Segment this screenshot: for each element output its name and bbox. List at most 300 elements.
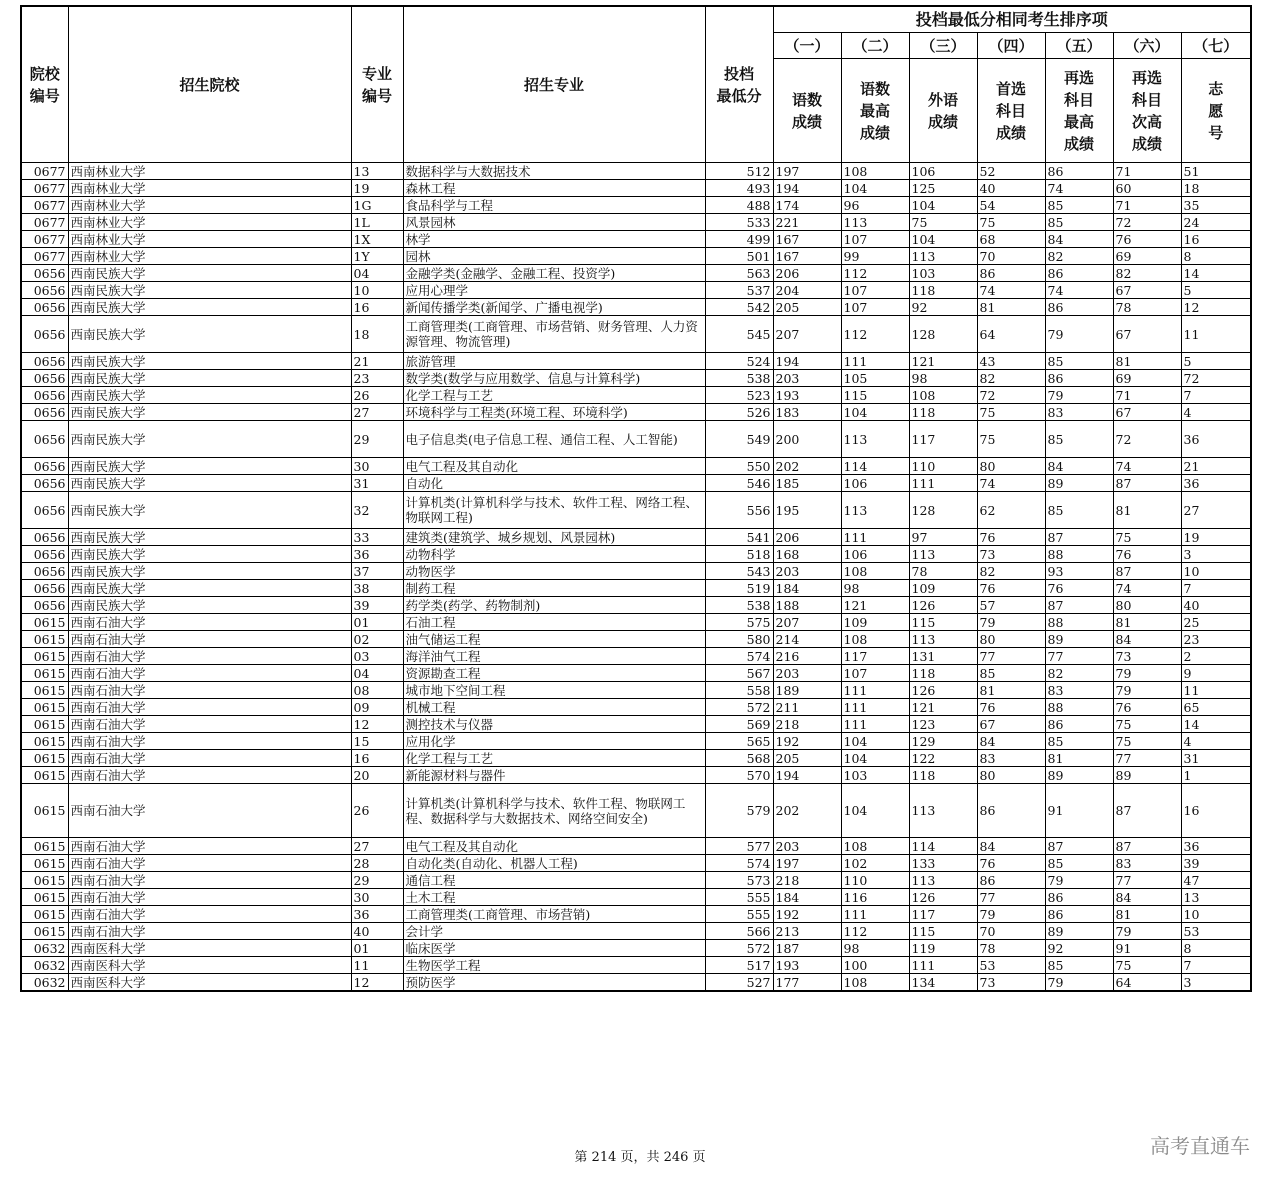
cell-item-3: 78 [909,563,977,580]
cell-item-5: 82 [1045,665,1113,682]
cell-item-7: 36 [1181,421,1251,458]
cell-item-4: 79 [977,906,1045,923]
cell-item-4: 85 [977,665,1045,682]
header-major-name: 招生专业 [403,6,705,163]
cell-school-code: 0632 [21,940,68,957]
cell-major-code: 11 [351,957,403,974]
table-row [21,855,1251,872]
table-row [21,580,1251,597]
cell-item-7: 9 [1181,665,1251,682]
table-row [21,492,1251,529]
cell-item-1: 200 [773,421,841,458]
cell-item-4: 86 [977,265,1045,282]
cell-item-5: 87 [1045,597,1113,614]
cell-school-name: 西南民族大学 [68,421,351,458]
header-item-label-5: 再选 科目 最高 成绩 [1045,59,1113,163]
cell-item-2: 107 [841,282,909,299]
cell-item-4: 73 [977,974,1045,992]
cell-item-1: 192 [773,906,841,923]
cell-min-score: 545 [705,316,773,353]
cell-item-1: 197 [773,163,841,180]
cell-item-6: 84 [1113,889,1181,906]
cell-item-7: 12 [1181,299,1251,316]
cell-item-5: 76 [1045,580,1113,597]
table-row [21,370,1251,387]
cell-school-code: 0677 [21,180,68,197]
table-row [21,197,1251,214]
cell-item-6: 72 [1113,421,1181,458]
cell-school-code: 0656 [21,529,68,546]
cell-item-4: 75 [977,421,1045,458]
cell-min-score: 543 [705,563,773,580]
cell-item-1: 202 [773,784,841,838]
cell-item-6: 87 [1113,838,1181,855]
cell-school-name: 西南民族大学 [68,316,351,353]
cell-item-6: 80 [1113,597,1181,614]
cell-item-1: 193 [773,387,841,404]
cell-item-4: 64 [977,316,1045,353]
cell-major-name: 机械工程 [403,699,705,716]
cell-item-5: 79 [1045,387,1113,404]
cell-min-score: 580 [705,631,773,648]
cell-major-code: 08 [351,682,403,699]
cell-item-1: 207 [773,316,841,353]
cell-item-6: 87 [1113,563,1181,580]
cell-item-5: 89 [1045,767,1113,784]
cell-school-code: 0656 [21,546,68,563]
cell-item-2: 112 [841,316,909,353]
cell-school-name: 西南民族大学 [68,492,351,529]
cell-school-name: 西南民族大学 [68,370,351,387]
table-row [21,733,1251,750]
cell-major-code: 02 [351,631,403,648]
cell-school-name: 西南民族大学 [68,404,351,421]
cell-item-3: 126 [909,682,977,699]
cell-item-7: 5 [1181,282,1251,299]
cell-school-code: 0615 [21,665,68,682]
cell-item-7: 11 [1181,316,1251,353]
cell-item-3: 121 [909,699,977,716]
cell-item-1: 211 [773,699,841,716]
header-item-label-1: 语数 成绩 [773,59,841,163]
cell-item-3: 126 [909,889,977,906]
cell-school-name: 西南民族大学 [68,546,351,563]
cell-item-2: 111 [841,716,909,733]
cell-school-code: 0615 [21,906,68,923]
cell-school-code: 0656 [21,580,68,597]
cell-item-1: 221 [773,214,841,231]
cell-school-code: 0615 [21,872,68,889]
cell-item-2: 121 [841,597,909,614]
cell-major-code: 1L [351,214,403,231]
cell-item-5: 87 [1045,838,1113,855]
table-row [21,404,1251,421]
cell-item-4: 67 [977,716,1045,733]
cell-item-5: 88 [1045,699,1113,716]
cell-item-6: 64 [1113,974,1181,992]
cell-item-7: 65 [1181,699,1251,716]
table-row [21,180,1251,197]
cell-item-6: 87 [1113,475,1181,492]
cell-item-6: 89 [1113,767,1181,784]
cell-school-name: 西南医科大学 [68,974,351,992]
cell-major-code: 29 [351,421,403,458]
cell-min-score: 565 [705,733,773,750]
cell-major-code: 31 [351,475,403,492]
cell-major-code: 26 [351,387,403,404]
cell-item-4: 70 [977,923,1045,940]
cell-item-3: 129 [909,733,977,750]
cell-item-2: 111 [841,699,909,716]
cell-item-4: 74 [977,282,1045,299]
cell-item-5: 81 [1045,750,1113,767]
cell-item-1: 214 [773,631,841,648]
table-row [21,699,1251,716]
cell-item-4: 73 [977,546,1045,563]
cell-item-3: 117 [909,906,977,923]
table-row [21,214,1251,231]
table-row [21,353,1251,370]
cell-school-code: 0677 [21,214,68,231]
cell-item-6: 71 [1113,197,1181,214]
table-row [21,767,1251,784]
cell-min-score: 550 [705,458,773,475]
cell-item-1: 203 [773,370,841,387]
cell-item-7: 35 [1181,197,1251,214]
cell-item-2: 111 [841,682,909,699]
cell-item-7: 23 [1181,631,1251,648]
cell-item-5: 86 [1045,163,1113,180]
cell-item-3: 115 [909,614,977,631]
cell-item-2: 106 [841,546,909,563]
table-row [21,940,1251,957]
cell-min-score: 568 [705,750,773,767]
cell-item-3: 128 [909,316,977,353]
cell-item-3: 118 [909,665,977,682]
cell-major-name: 建筑类(建筑学、城乡规划、风景园林) [403,529,705,546]
cell-item-3: 113 [909,248,977,265]
cell-school-name: 西南石油大学 [68,750,351,767]
cell-item-6: 81 [1113,353,1181,370]
cell-item-5: 87 [1045,529,1113,546]
cell-item-4: 80 [977,631,1045,648]
cell-item-1: 218 [773,716,841,733]
header-school-code: 院校 编号 [21,6,68,163]
cell-major-name: 城市地下空间工程 [403,682,705,699]
cell-item-4: 79 [977,614,1045,631]
cell-school-name: 西南民族大学 [68,265,351,282]
cell-major-code: 1Y [351,248,403,265]
cell-school-name: 西南林业大学 [68,197,351,214]
cell-school-code: 0656 [21,421,68,458]
cell-item-2: 115 [841,387,909,404]
cell-school-name: 西南医科大学 [68,940,351,957]
cell-major-code: 12 [351,974,403,992]
cell-major-name: 自动化类(自动化、机器人工程) [403,855,705,872]
cell-item-5: 85 [1045,957,1113,974]
cell-item-6: 69 [1113,370,1181,387]
cell-item-1: 185 [773,475,841,492]
cell-major-code: 12 [351,716,403,733]
table-row [21,682,1251,699]
cell-min-score: 570 [705,767,773,784]
cell-item-1: 203 [773,838,841,855]
cell-school-code: 0656 [21,265,68,282]
header-item-num-7: （七） [1181,33,1251,59]
cell-major-name: 石油工程 [403,614,705,631]
cell-major-code: 20 [351,767,403,784]
cell-min-score: 488 [705,197,773,214]
cell-major-code: 30 [351,458,403,475]
cell-major-code: 36 [351,906,403,923]
cell-school-code: 0677 [21,231,68,248]
cell-item-7: 4 [1181,733,1251,750]
cell-item-4: 54 [977,197,1045,214]
cell-item-3: 104 [909,197,977,214]
header-item-label-6: 再选 科目 次高 成绩 [1113,59,1181,163]
cell-item-2: 108 [841,974,909,992]
cell-item-7: 10 [1181,906,1251,923]
cell-major-code: 01 [351,614,403,631]
table-row [21,784,1251,838]
cell-item-1: 206 [773,529,841,546]
header-major-code: 专业 编号 [351,6,403,163]
cell-item-4: 40 [977,180,1045,197]
cell-item-1: 203 [773,665,841,682]
cell-item-6: 79 [1113,682,1181,699]
cell-school-name: 西南林业大学 [68,180,351,197]
table-row [21,299,1251,316]
cell-min-score: 538 [705,597,773,614]
cell-major-name: 通信工程 [403,872,705,889]
cell-item-7: 14 [1181,265,1251,282]
cell-item-5: 79 [1045,974,1113,992]
cell-min-score: 524 [705,353,773,370]
cell-item-2: 102 [841,855,909,872]
cell-min-score: 517 [705,957,773,974]
cell-major-name: 电气工程及其自动化 [403,838,705,855]
cell-item-2: 111 [841,353,909,370]
cell-item-4: 84 [977,733,1045,750]
cell-school-name: 西南石油大学 [68,614,351,631]
cell-item-4: 82 [977,370,1045,387]
cell-item-6: 74 [1113,580,1181,597]
cell-school-code: 0615 [21,923,68,940]
cell-item-6: 81 [1113,614,1181,631]
cell-school-name: 西南林业大学 [68,248,351,265]
cell-item-5: 91 [1045,784,1113,838]
cell-item-4: 76 [977,529,1045,546]
cell-item-3: 128 [909,492,977,529]
cell-min-score: 518 [705,546,773,563]
cell-major-code: 30 [351,889,403,906]
cell-item-4: 80 [977,767,1045,784]
cell-school-name: 西南石油大学 [68,631,351,648]
cell-school-code: 0677 [21,248,68,265]
table-row [21,529,1251,546]
cell-major-name: 自动化 [403,475,705,492]
cell-item-1: 167 [773,231,841,248]
cell-item-6: 74 [1113,458,1181,475]
header-min-score: 投档 最低分 [705,6,773,163]
cell-item-1: 183 [773,404,841,421]
cell-item-7: 40 [1181,597,1251,614]
table-row [21,957,1251,974]
cell-major-code: 29 [351,872,403,889]
cell-major-name: 预防医学 [403,974,705,992]
cell-item-3: 104 [909,231,977,248]
cell-item-2: 113 [841,492,909,529]
cell-major-code: 27 [351,838,403,855]
cell-item-5: 89 [1045,923,1113,940]
cell-item-1: 187 [773,940,841,957]
cell-item-5: 86 [1045,265,1113,282]
cell-item-4: 52 [977,163,1045,180]
cell-item-6: 75 [1113,957,1181,974]
cell-item-7: 16 [1181,784,1251,838]
cell-school-name: 西南医科大学 [68,957,351,974]
cell-item-7: 36 [1181,838,1251,855]
cell-min-score: 566 [705,923,773,940]
table-row [21,614,1251,631]
cell-item-4: 53 [977,957,1045,974]
cell-item-7: 7 [1181,580,1251,597]
cell-item-1: 184 [773,580,841,597]
cell-min-score: 572 [705,940,773,957]
cell-item-7: 8 [1181,248,1251,265]
cell-major-name: 工商管理类(工商管理、市场营销、财务管理、人力资源管理、物流管理) [403,316,705,353]
cell-item-5: 84 [1045,458,1113,475]
cell-item-7: 21 [1181,458,1251,475]
cell-item-5: 83 [1045,404,1113,421]
table-body [21,163,1251,992]
cell-school-name: 西南民族大学 [68,353,351,370]
cell-item-6: 76 [1113,231,1181,248]
cell-item-6: 76 [1113,546,1181,563]
cell-school-code: 0656 [21,458,68,475]
cell-item-2: 111 [841,529,909,546]
header-school-name: 招生院校 [68,6,351,163]
cell-school-code: 0656 [21,404,68,421]
cell-item-4: 77 [977,648,1045,665]
cell-item-2: 105 [841,370,909,387]
cell-item-5: 77 [1045,648,1113,665]
cell-min-score: 499 [705,231,773,248]
table-row [21,872,1251,889]
cell-major-code: 27 [351,404,403,421]
header-item-num-1: （一） [773,33,841,59]
cell-item-6: 69 [1113,248,1181,265]
cell-item-1: 207 [773,614,841,631]
header-item-label-7: 志 愿 号 [1181,59,1251,163]
cell-item-3: 110 [909,458,977,475]
cell-min-score: 555 [705,889,773,906]
cell-major-name: 土木工程 [403,889,705,906]
cell-item-3: 75 [909,214,977,231]
cell-item-5: 93 [1045,563,1113,580]
cell-item-5: 84 [1045,231,1113,248]
cell-school-name: 西南民族大学 [68,529,351,546]
cell-item-1: 194 [773,180,841,197]
cell-item-3: 121 [909,353,977,370]
cell-item-2: 104 [841,180,909,197]
cell-major-code: 28 [351,855,403,872]
cell-item-5: 85 [1045,733,1113,750]
cell-item-3: 114 [909,838,977,855]
cell-school-name: 西南石油大学 [68,855,351,872]
cell-item-5: 85 [1045,214,1113,231]
cell-item-6: 79 [1113,665,1181,682]
cell-school-code: 0615 [21,631,68,648]
cell-item-1: 205 [773,299,841,316]
cell-item-2: 104 [841,750,909,767]
cell-item-3: 103 [909,265,977,282]
cell-item-7: 24 [1181,214,1251,231]
cell-item-7: 31 [1181,750,1251,767]
cell-min-score: 501 [705,248,773,265]
cell-min-score: 558 [705,682,773,699]
cell-item-4: 76 [977,580,1045,597]
cell-item-7: 19 [1181,529,1251,546]
cell-item-3: 113 [909,631,977,648]
table-row [21,923,1251,940]
cell-item-5: 74 [1045,180,1113,197]
cell-item-4: 43 [977,353,1045,370]
cell-item-1: 193 [773,957,841,974]
cell-school-name: 西南石油大学 [68,923,351,940]
table-row [21,458,1251,475]
cell-major-code: 33 [351,529,403,546]
cell-min-score: 538 [705,370,773,387]
cell-school-name: 西南石油大学 [68,665,351,682]
table-row [21,974,1251,992]
cell-major-code: 04 [351,665,403,682]
cell-school-name: 西南林业大学 [68,163,351,180]
cell-major-code: 26 [351,784,403,838]
cell-item-2: 112 [841,265,909,282]
cell-item-1: 167 [773,248,841,265]
cell-major-name: 应用心理学 [403,282,705,299]
cell-item-7: 39 [1181,855,1251,872]
cell-item-6: 77 [1113,750,1181,767]
cell-item-5: 85 [1045,353,1113,370]
cell-school-code: 0615 [21,614,68,631]
cell-item-3: 111 [909,957,977,974]
cell-item-3: 92 [909,299,977,316]
cell-item-7: 25 [1181,614,1251,631]
cell-item-6: 73 [1113,648,1181,665]
cell-item-3: 119 [909,940,977,957]
cell-item-3: 113 [909,784,977,838]
cell-item-2: 99 [841,248,909,265]
cell-min-score: 549 [705,421,773,458]
cell-item-6: 75 [1113,733,1181,750]
cell-school-name: 西南民族大学 [68,282,351,299]
cell-item-6: 75 [1113,716,1181,733]
cell-school-code: 0656 [21,370,68,387]
cell-item-3: 97 [909,529,977,546]
cell-item-7: 4 [1181,404,1251,421]
cell-major-code: 16 [351,299,403,316]
admission-table [20,5,1252,992]
table-row [21,421,1251,458]
table-row [21,231,1251,248]
cell-school-code: 0615 [21,716,68,733]
header-tiebreak-group: 投档最低分相同考生排序项 [773,6,1251,33]
cell-min-score: 526 [705,404,773,421]
cell-item-2: 112 [841,923,909,940]
cell-school-name: 西南石油大学 [68,716,351,733]
